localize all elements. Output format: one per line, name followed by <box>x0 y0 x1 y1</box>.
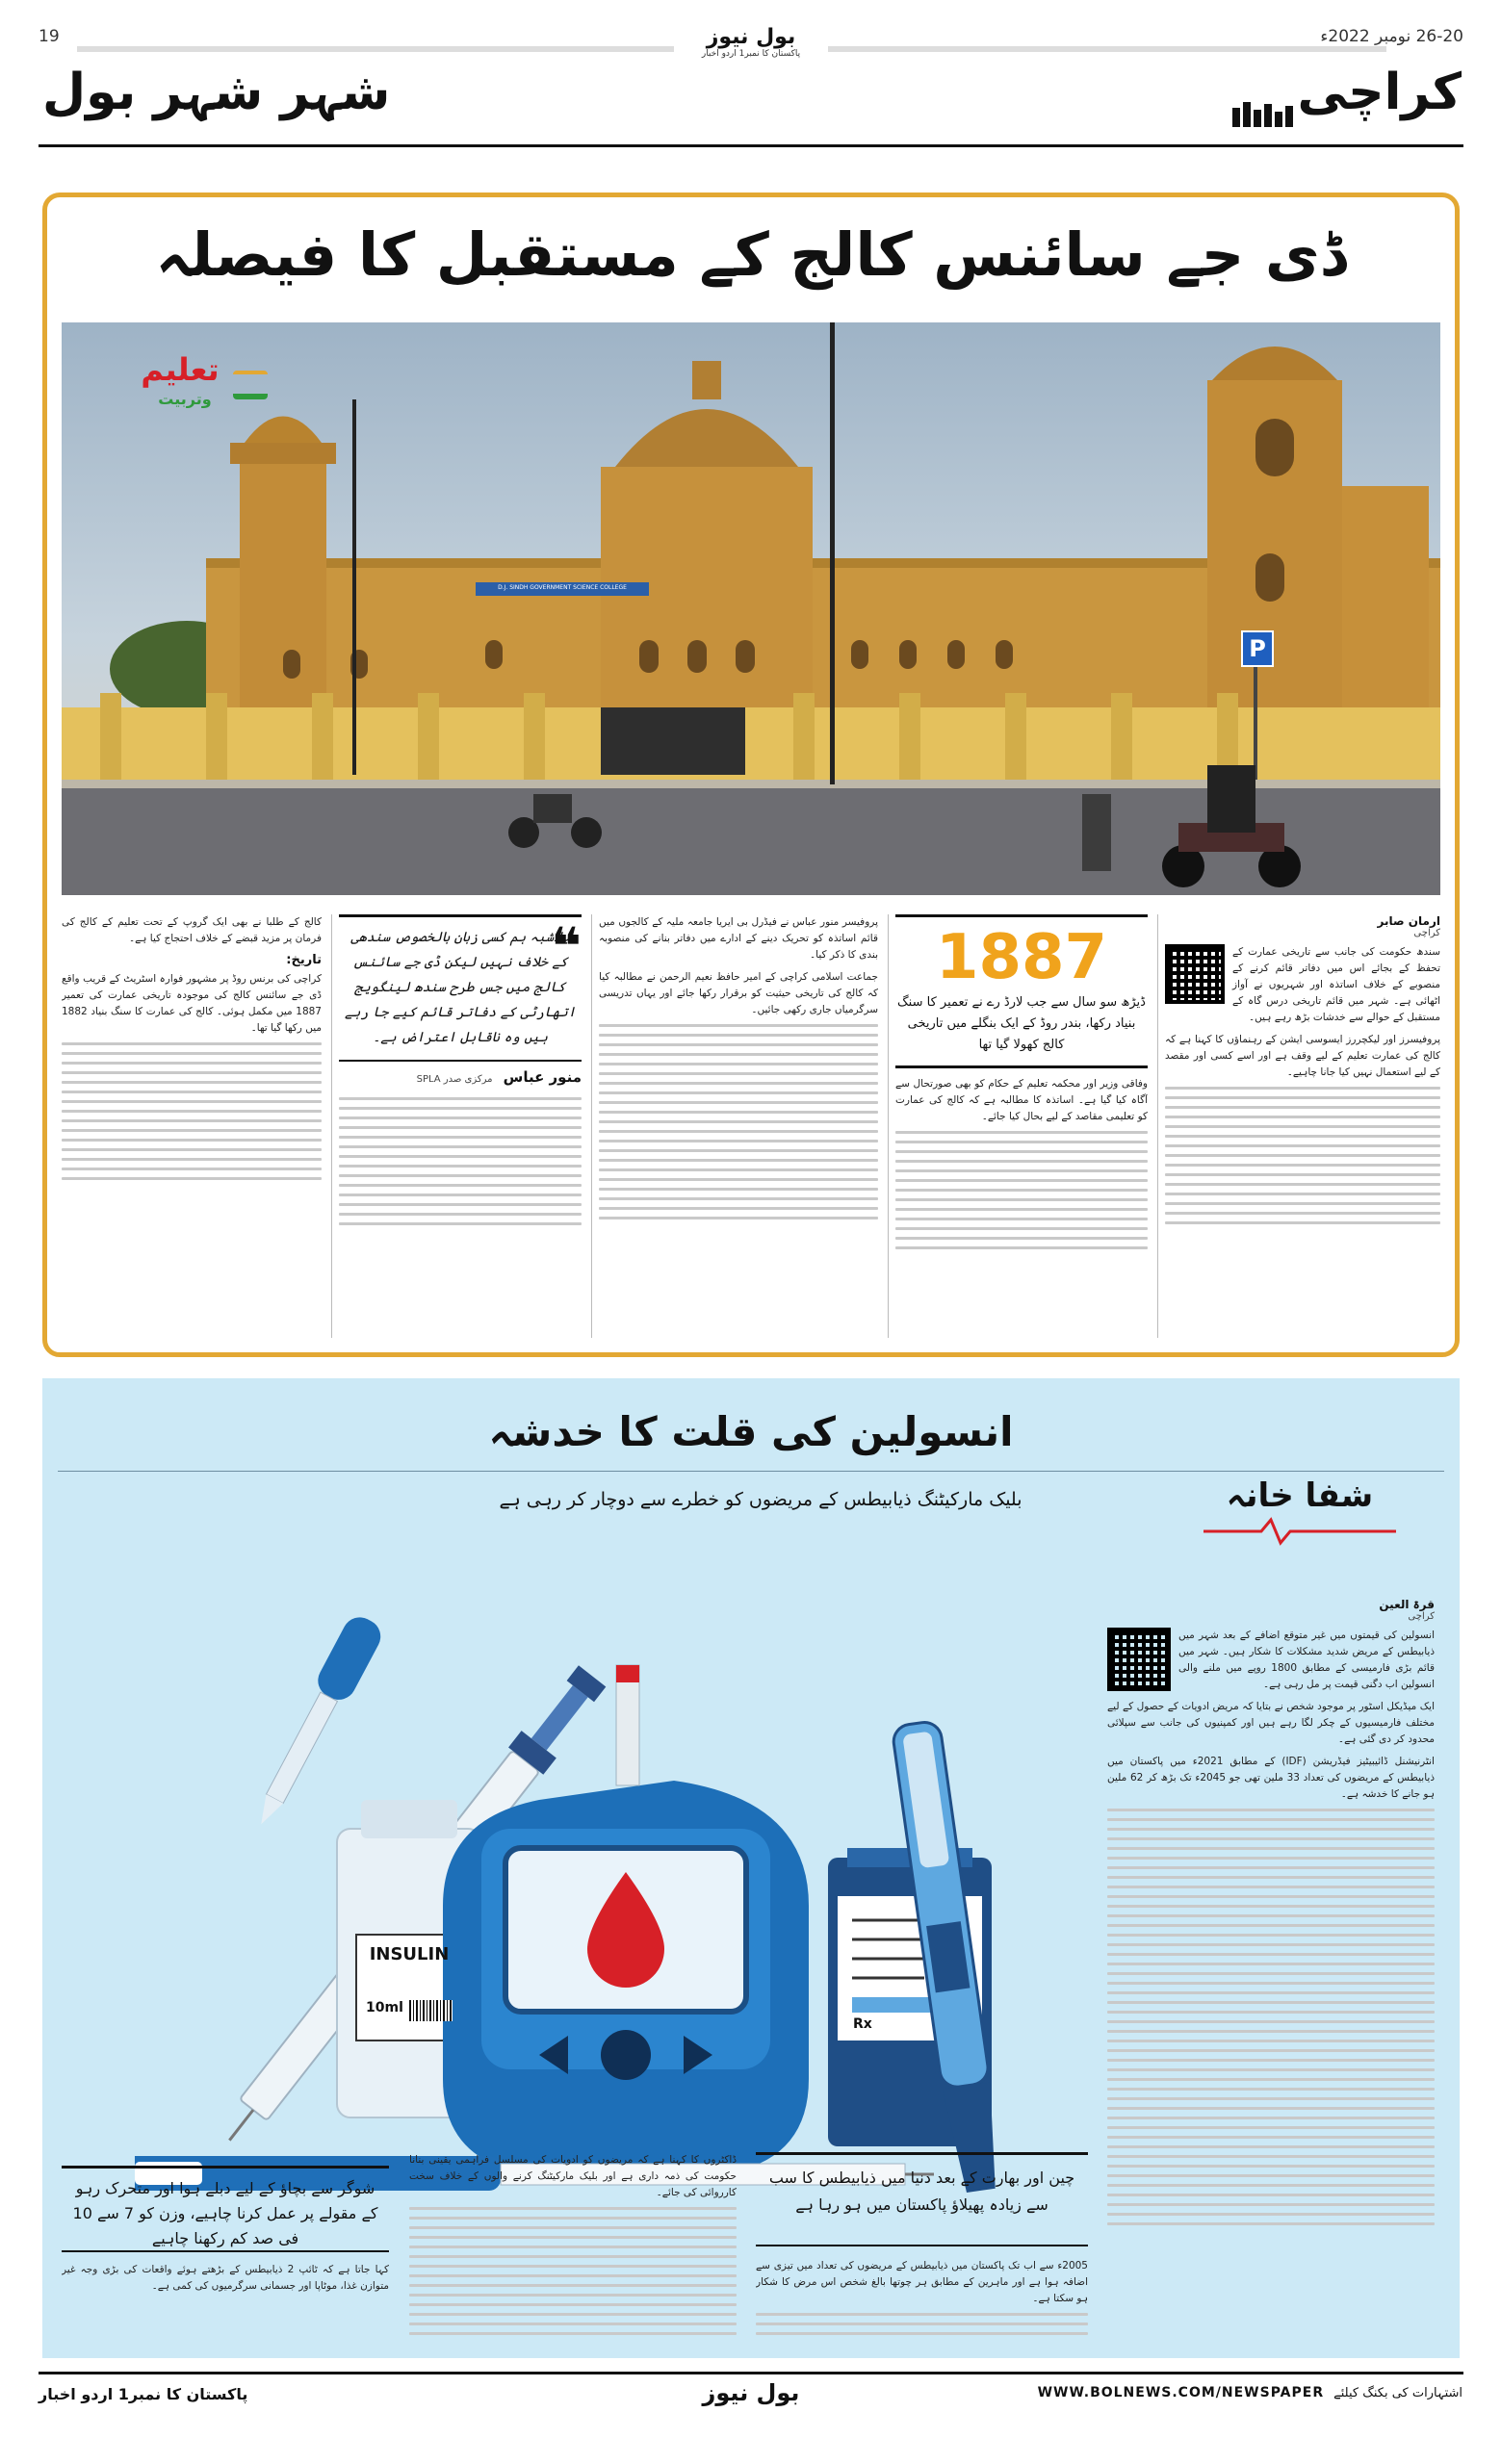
paper-tagline: پاکستان کا نمبر1 اردو اخبار <box>701 49 801 59</box>
series-logo-shifa <box>1203 1475 1396 1552</box>
column-divider <box>591 914 592 1338</box>
story2-right-para-a: انسولین کی قیمتوں میں غیر متوقع اضافے کے بعد شہر میں ذیابیطس کے مریض شدید مشکلات کا شکار ہیں۔ شہر میں قائم بڑی فارمیسی کے مطابق 1800 روپے میں ملنے والی انسولین اب دگنی قیمت پر مل رہی ہے۔ <box>1178 1630 1435 1690</box>
story2-bottom-lines-3 <box>756 2313 1088 2335</box>
story2-bottom-col-2 <box>409 2152 737 2348</box>
year-box <box>895 914 1148 1068</box>
story2-bottom-para-1: کہا جاتا ہے کہ ٹائپ 2 ذیابیطس کے بڑھتے ہوئے واقعات کی بڑی وجہ غیر متوازن غذا، موٹاپا اور جسمانی سرگرمیوں کی کمی ہے۔ <box>62 2264 389 2292</box>
series-logo-main: تعلیم <box>141 351 220 388</box>
col5-para-b: کراچی کی برنس روڈ پر مشہور فوارہ اسٹریٹ کے قریب واقع ڈی جے سائنس کالج کی موجودہ تاریخی عمارت کی تعمیر 1887 میں مکمل ہوئی۔ کالج کی عمارت کا سنگ بنیاد 1882 میں رکھا گیا تھا۔ <box>62 973 322 1034</box>
header-rule-right <box>828 46 1386 52</box>
column-divider <box>1157 914 1158 1338</box>
insulin-volume: 10ml <box>366 2000 403 2015</box>
series-logo-sub: وتربیت <box>158 390 212 408</box>
footer-website[interactable]: WWW.BOLNEWS.COM/NEWSPAPER <box>1037 2385 1325 2400</box>
series-logo-shifa-text: شفا خانہ <box>1226 1476 1374 1515</box>
diabetes-devices-illustration <box>135 1540 1088 2252</box>
series-logo-taleem <box>127 351 272 419</box>
story2-headline: انسولین کی قلت کا خدشہ <box>488 1408 1014 1455</box>
col1-text-lines <box>1165 1087 1440 1224</box>
story1-headline: ڈی جے سائنس کالج کے مستقبل کا فیصلہ <box>155 219 1347 290</box>
history-subhead: تاریخ: <box>286 953 322 967</box>
quote-author: منور عباس <box>503 1068 582 1086</box>
footer-right <box>1038 2385 1462 2400</box>
pullquote-left <box>62 2166 389 2252</box>
issue-date: 26-20 نومبر 2022ء <box>1320 27 1463 46</box>
skyline-icon <box>1232 102 1300 127</box>
page-number: 19 <box>39 27 60 46</box>
quote-box <box>339 914 582 1086</box>
footer-rule <box>39 2372 1463 2374</box>
rx-label: Rx <box>853 2016 872 2032</box>
byline-city: کراچی <box>1413 928 1440 938</box>
story2-subheadline: بلیک مارکیٹنگ ذیابیطس کے مریضوں کو خطرے سے دوچار کر رہی ہے <box>499 1489 1022 1510</box>
quote-mark-icon: ❝ <box>551 916 582 977</box>
heartbeat-icon <box>1203 1517 1396 1546</box>
paper-logo <box>693 25 809 59</box>
paper-logo-text: بول نیوز <box>706 25 796 49</box>
story2-bottom-lines-2 <box>409 2207 737 2335</box>
footer-ads-label: اشتہارات کی بکنگ کیلئے <box>1333 2385 1462 2400</box>
pullquote-right <box>756 2152 1088 2246</box>
story2-right-para-c: انٹرنیشنل ڈائیبیٹیز فیڈریشن (IDF) کے مطابق 2021ء میں پاکستان میں ذیابیطس کے مریضوں کی تعداد 33 ملین تھی جو 2045ء تک بڑھ کر 62 ملین ہو جانے کا خدشہ ہے۔ <box>1107 1756 1435 1800</box>
story2-right-column <box>1107 1598 1435 2339</box>
col4-text-lines <box>339 1097 582 1225</box>
qr-code-2 <box>1107 1628 1171 1691</box>
col2-text-lines <box>895 1131 1148 1249</box>
header-rule-left <box>77 46 674 52</box>
year-text: ڈیڑھ سو سال سے جب لارڈ رے نے تعمیر کا سنگ بنیاد رکھا، بندر روڈ کے ایک بنگلے میں تاریخی کالج کھولا گیا تھا <box>897 995 1146 1052</box>
quote-author-row <box>339 1060 582 1086</box>
byline-name: ارمان صابر <box>1377 914 1440 928</box>
col5-para-a: کالج کے طلبا نے بھی ایک گروپ کے تحت تعلیم کے کالج کی فرمان پر مزید قبضے کے خلاف احتجاج کیا ہے۔ <box>62 916 322 944</box>
barcode-icon <box>409 2000 453 2021</box>
story1-column-2 <box>895 914 1148 1338</box>
col2-para-a: وفاقی وزیر اور محکمہ تعلیم کے حکام کو بھی صورتحال سے آگاہ کیا گیا ہے۔ اساتذہ کا مطالبہ ہے کہ کالج کی عمارت کو تعلیمی مقاصد کے لیے بحال کیا جائے۔ <box>895 1078 1148 1122</box>
col3-para-b: جماعت اسلامی کراچی کے امیر حافظ نعیم الرحمن نے مطالبہ کیا کہ کالج کی تاریخی حیثیت کو برقرار رکھا جائے اور یہاں تدریسی سرگرمیاں جاری رکھی جائیں۔ <box>599 971 878 1015</box>
footer-left: پاکستان کا نمبر1 اردو اخبار <box>39 2385 248 2403</box>
quote-author-title: مرکزی صدر SPLA <box>416 1074 493 1085</box>
page-header <box>39 13 1463 158</box>
story1-column-3 <box>599 914 878 1338</box>
story2-right-para-b: ایک میڈیکل اسٹور پر موجود شخص نے بتایا کہ مریض ادویات کے حصول کے لیے مختلف فارمیسیوں کے چکر لگا رہے ہیں اور کمپنیوں کی جانب سے سپلائی محدود کر دی گئی ہے۔ <box>1107 1701 1435 1745</box>
book-icon <box>233 371 268 399</box>
building-board: D.J. SINDH GOVERNMENT SCIENCE COLLEGE <box>498 584 627 591</box>
story2-byline-city: کراچی <box>1408 1611 1435 1622</box>
col1-para-a: سندھ حکومت کی جانب سے تاریخی عمارت کے تحفظ کے بجائے اس میں دفاتر قائم کرنے کے منصوبے کے خلاف اساتذہ اور شہریوں نے آواز اٹھائی ہے۔ شہر میں قائم تاریخی درس گاہ کے مستقبل کے حوالے سے خدشات بڑھ رہے ہیں۔ <box>1232 946 1440 1023</box>
story1-column-4 <box>339 914 582 1338</box>
parking-sign: P <box>1241 630 1274 667</box>
story2-bottom-col-3 <box>756 2258 1088 2348</box>
column-divider <box>331 914 332 1338</box>
section-title-right: کراچی <box>1297 64 1462 121</box>
footer-center-logo: بول نیوز <box>702 2379 800 2406</box>
qr-code <box>1165 944 1225 1004</box>
col3-text-lines <box>599 1024 878 1219</box>
story2-bottom-col-1 <box>62 2262 389 2348</box>
quote-text: بلاشبہ ہم کسی زبان بالخصوص سندھی کے خلاف نہیں لیکن ڈی جے سائنس کالج میں جس طرح سندھ لینگویج اتھارٹی کے دفاتر قائم کیے جا رہے ہیں وہ ناقابل اعتراض ہے۔ <box>345 930 576 1045</box>
story2-byline-name: قرۃ العین <box>1379 1598 1435 1611</box>
year-number: 1887 <box>935 922 1108 993</box>
story2-bottom-para-3: 2005ء سے اب تک پاکستان میں ذیابیطس کے مریضوں کی تعداد میں تیزی سے اضافہ ہوا ہے اور ماہرین کے مطابق ہر چوتھا بالغ شخص اس مرض کا شکار ہو سکتا ہے۔ <box>756 2260 1088 2304</box>
masthead-rule <box>39 144 1463 147</box>
story2-bottom-para-2: ڈاکٹروں کا کہنا ہے کہ مریضوں کو ادویات کی مسلسل فراہمی یقینی بنانا حکومت کی ذمہ داری ہے اور بلیک مارکیٹنگ کرنے والوں کے خلاف سخت کارروائی کی جائے۔ <box>409 2154 737 2198</box>
story1-column-1 <box>1165 914 1440 1338</box>
col1-para-b: پروفیسرز اور لیکچررز ایسوسی ایشن کے رہنماؤں کا کہنا ہے کہ کالج کی عمارت تعلیم کے لیے وقف ہے اور اسے کسی اور مقصد کے لیے استعمال نہیں کیا جانا چاہیے۔ <box>1165 1034 1440 1078</box>
college-photo <box>62 322 1440 895</box>
story1-column-5 <box>62 914 322 1338</box>
column-divider <box>888 914 889 1338</box>
col3-para-a: پروفیسر منور عباس نے فیڈرل بی ایریا جامعہ ملیہ کے کالجوں میں قائم اساتذہ کو تحریک دینے کے ادارے میں دفاتر بنانے کی منصوبہ بندی کا ذکر کیا۔ <box>599 916 878 961</box>
section-title-left: شہر شہر بول <box>42 64 391 121</box>
story2-rule <box>58 1471 1444 1472</box>
pullquote-right-text: چین اور بھارت کے بعد دنیا میں ذیابیطس کا سب سے زیادہ پھیلاؤ پاکستان میں ہو رہا ہے <box>768 2169 1075 2214</box>
col5-text-lines <box>62 1042 322 1180</box>
diabetes-illustration <box>135 1540 1088 2252</box>
story2-right-text-lines <box>1107 1809 1435 2225</box>
pullquote-left-text: شوگر سے بچاؤ کے لیے دبلے ہوا اور متحرک رہو کے مقولے پر عمل کرنا چاہیے، وزن کو 7 سے 10 فی صد کم رکھنا چاہیے <box>72 2179 378 2247</box>
insulin-label: INSULIN <box>369 1944 450 1964</box>
